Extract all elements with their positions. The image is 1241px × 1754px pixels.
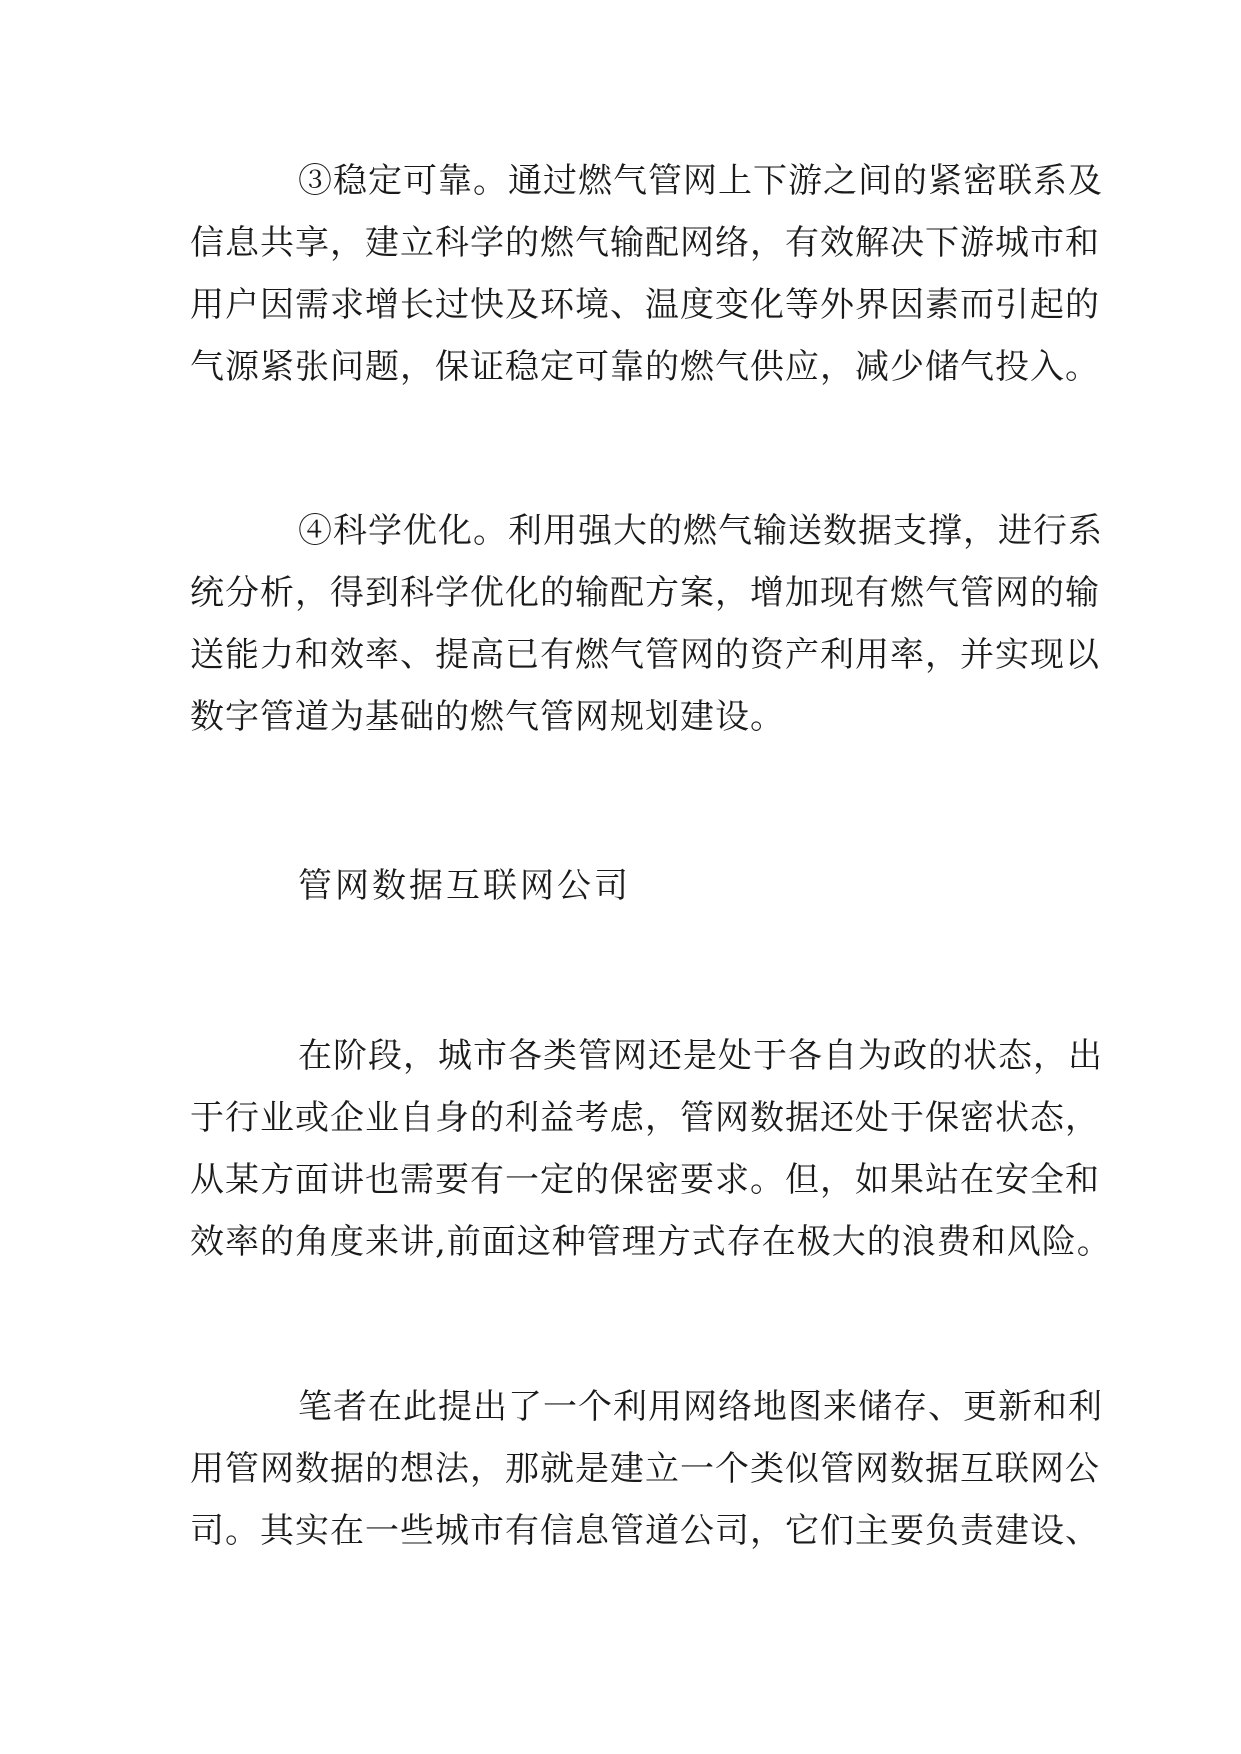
paragraph-line: 气源紧张问题，保证稳定可靠的燃气供应，减少储气投入。	[190, 347, 1100, 387]
paragraph-line: 司。其实在一些城市有信息管道公司，它们主要负责建设、	[190, 1511, 1100, 1551]
paragraph-line: 笔者在此提出了一个利用网络地图来储存、更新和利	[298, 1387, 1103, 1427]
paragraph-line: 在阶段，城市各类管网还是处于各自为政的状态，出	[298, 1036, 1103, 1076]
paragraph-scientific-optimization	[190, 500, 1103, 748]
paragraph-line: 从某方面讲也需要有一定的保密要求。但，如果站在安全和	[190, 1160, 1100, 1200]
paragraph-line: 用管网数据的想法，那就是建立一个类似管网数据互联网公	[190, 1449, 1100, 1489]
paragraph-line: 数字管道为基础的燃气管网规划建设。	[190, 697, 785, 737]
paragraph-line: ③稳定可靠。通过燃气管网上下游之间的紧密联系及	[298, 161, 1103, 201]
paragraph-line: 统分析，得到科学优化的输配方案，增加现有燃气管网的输	[190, 573, 1100, 613]
paragraph-line: 于行业或企业自身的利益考虑，管网数据还处于保密状态，	[190, 1098, 1100, 1138]
paragraph-line: ④科学优化。利用强大的燃气输送数据支撑，进行系	[298, 511, 1103, 551]
paragraph-line: 用户因需求增长过快及环境、温度变化等外界因素而引起的	[190, 285, 1100, 325]
paragraph-line: 信息共享，建立科学的燃气输配网络，有效解决下游城市和	[190, 223, 1100, 263]
paragraph-stable-reliable	[190, 150, 1103, 398]
paragraph-current-stage	[190, 1025, 1112, 1273]
paragraph-author-proposal	[190, 1376, 1103, 1562]
section-heading: 管网数据互联网公司	[298, 866, 631, 906]
paragraph-line: 效率的角度来讲,前面这种管理方式存在极大的浪费和风险。	[190, 1222, 1112, 1262]
paragraph-line: 送能力和效率、提高已有燃气管网的资产利用率，并实现以	[190, 635, 1100, 675]
